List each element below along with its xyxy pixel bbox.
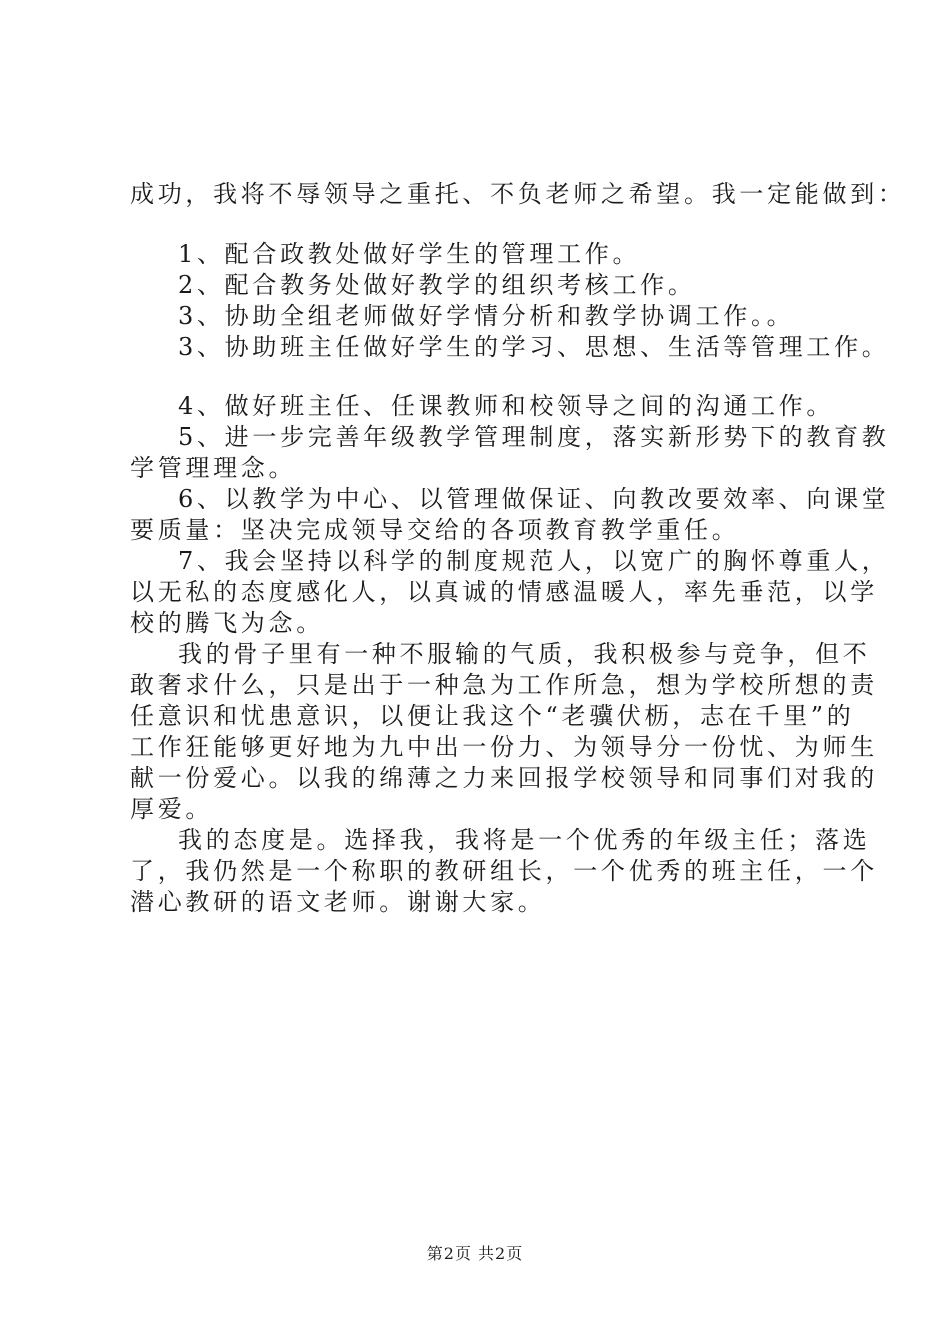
text-line: 任意识和忧患意识，以便让我这个“老骥伏枥，志在千里”的: [130, 702, 855, 730]
list-item: 5、进一步完善年级教学管理制度，落实新形势下的教育教: [178, 423, 890, 451]
paragraph-line: 我的骨子里有一种不服输的气质，我积极参与竞争，但不: [178, 640, 871, 668]
list-item: 1、配合政教处做好学生的管理工作。: [178, 240, 641, 268]
list-item: 6、以教学为中心、以管理做保证、向教改要效率、向课堂: [178, 485, 890, 513]
text-line: 成功，我将不辱领导之重托、不负老师之希望。我一定能做到：: [130, 180, 906, 208]
text-line: 学管理理念。: [130, 454, 297, 482]
list-item: 2、配合教务处做好教学的组织考核工作。: [178, 271, 696, 299]
text-line: 要质量：坚决完成领导交给的各项教育教学重任。: [130, 516, 740, 544]
list-item: 4、做好班主任、任课教师和校领导之间的沟通工作。: [178, 392, 835, 420]
text-line: 厚爱。: [130, 795, 214, 823]
list-item: 7、我会坚持以科学的制度规范人，以宽广的胸怀尊重人，: [178, 547, 890, 575]
text-line: 献一份爱心。以我的绵薄之力来回报学校领导和同事们对我的: [130, 764, 878, 792]
text-line: 了，我仍然是一个称职的教研组长，一个优秀的班主任，一个: [130, 857, 878, 885]
text-line: 潜心教研的语文老师。谢谢大家。: [130, 888, 546, 916]
list-item: 3、协助全组老师做好学情分析和教学协调工作。。: [178, 302, 795, 330]
page-number-footer: 第2页 共2页: [426, 1244, 524, 1263]
text-line: 校的腾飞为念。: [130, 609, 324, 637]
list-item: 3、协助班主任做好学生的学习、思想、生活等管理工作。: [178, 333, 890, 361]
text-line: 敢奢求什么，只是出于一种急为工作所急，想为学校所想的责: [130, 671, 878, 699]
text-line: 工作狂能够更好地为九中出一份力、为领导分一份忧、为师生: [130, 733, 878, 761]
paragraph-line: 我的态度是。选择我，我将是一个优秀的年级主任；落选: [178, 826, 871, 854]
text-line: 以无私的态度感化人，以真诚的情感温暖人，率先垂范，以学: [130, 578, 878, 606]
